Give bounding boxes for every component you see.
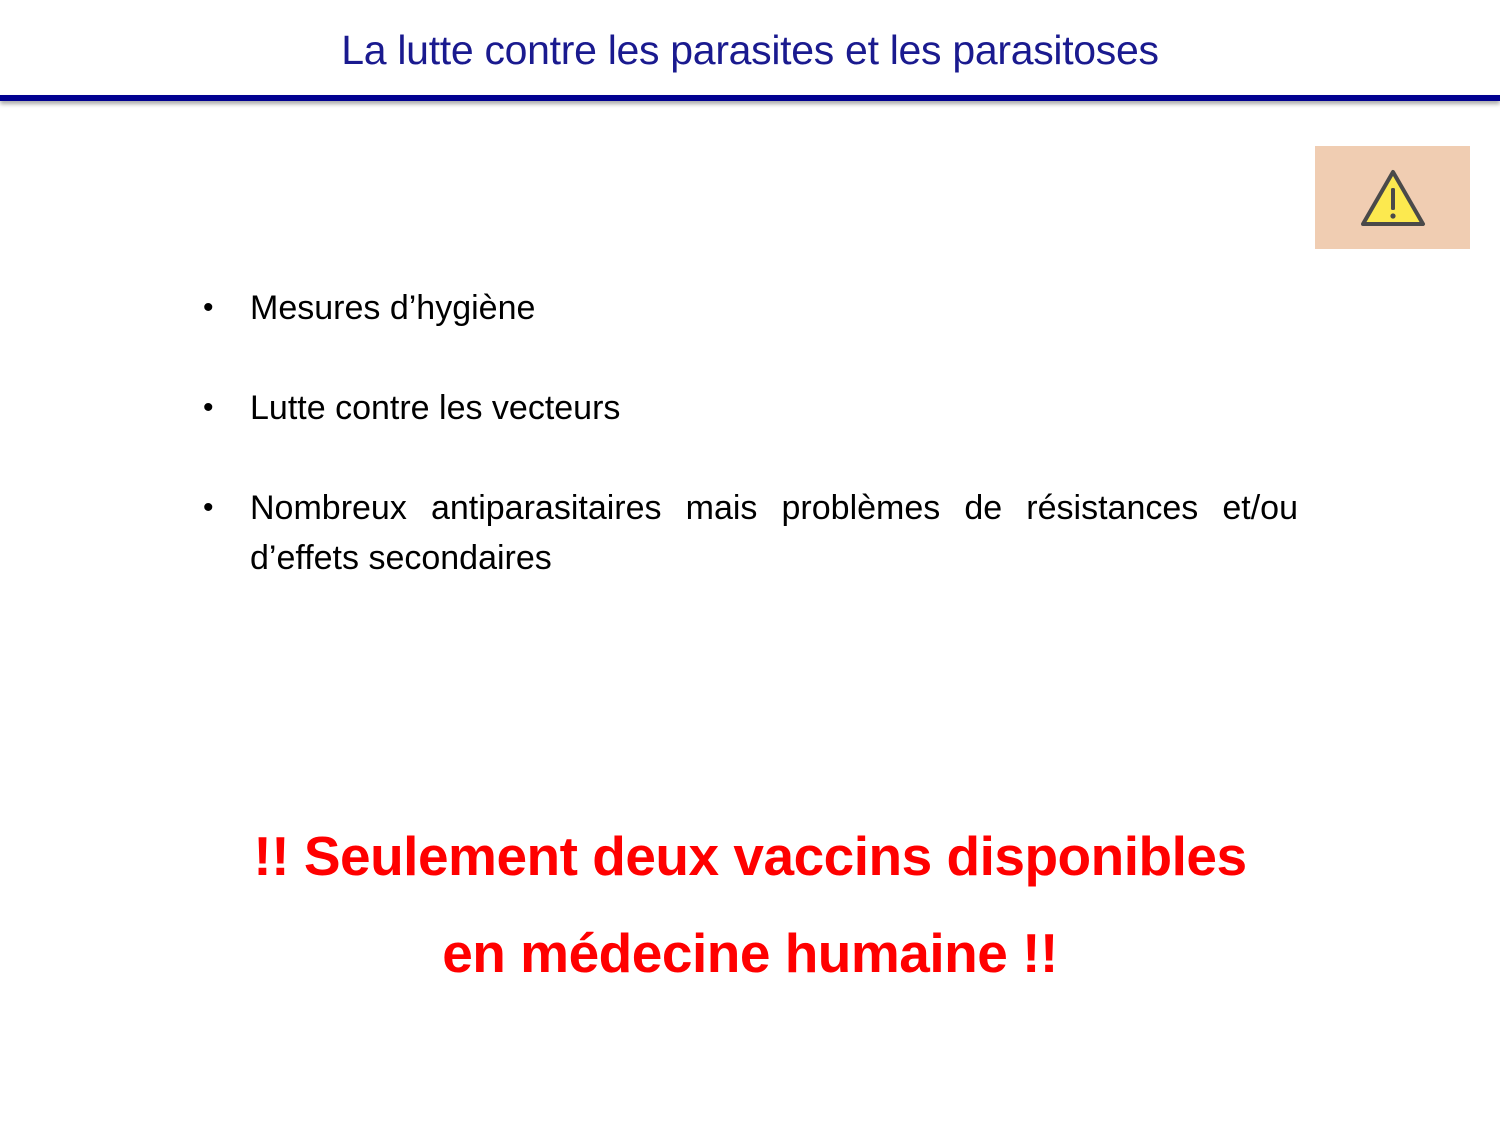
bullet-list	[200, 283, 1298, 633]
bullet-marker: •	[203, 491, 214, 524]
bullet-marker: •	[203, 291, 214, 324]
title-divider	[0, 95, 1500, 101]
bullet-text: Nombreux antiparasitaires mais problèmes de résistances et/ou d’effets secondaires	[250, 489, 1298, 577]
callout-line-2: en médecine humaine !!	[442, 922, 1058, 984]
vaccine-callout	[0, 808, 1500, 1002]
slide-title: La lutte contre les parasites et les parasitoses	[341, 27, 1159, 73]
bullet-item-antiparasitics	[200, 483, 1298, 583]
bullet-text: Lutte contre les vecteurs	[250, 389, 621, 427]
bullet-text: Mesures d’hygiène	[250, 289, 536, 327]
bullet-item-vectors	[200, 383, 1298, 433]
bullet-marker: •	[203, 391, 214, 424]
bullet-item-hygiene	[200, 283, 1298, 333]
warning-box	[1315, 146, 1470, 249]
warning-triangle-icon	[1359, 168, 1427, 228]
callout-line-1: !! Seulement deux vaccins disponibles	[253, 825, 1247, 887]
